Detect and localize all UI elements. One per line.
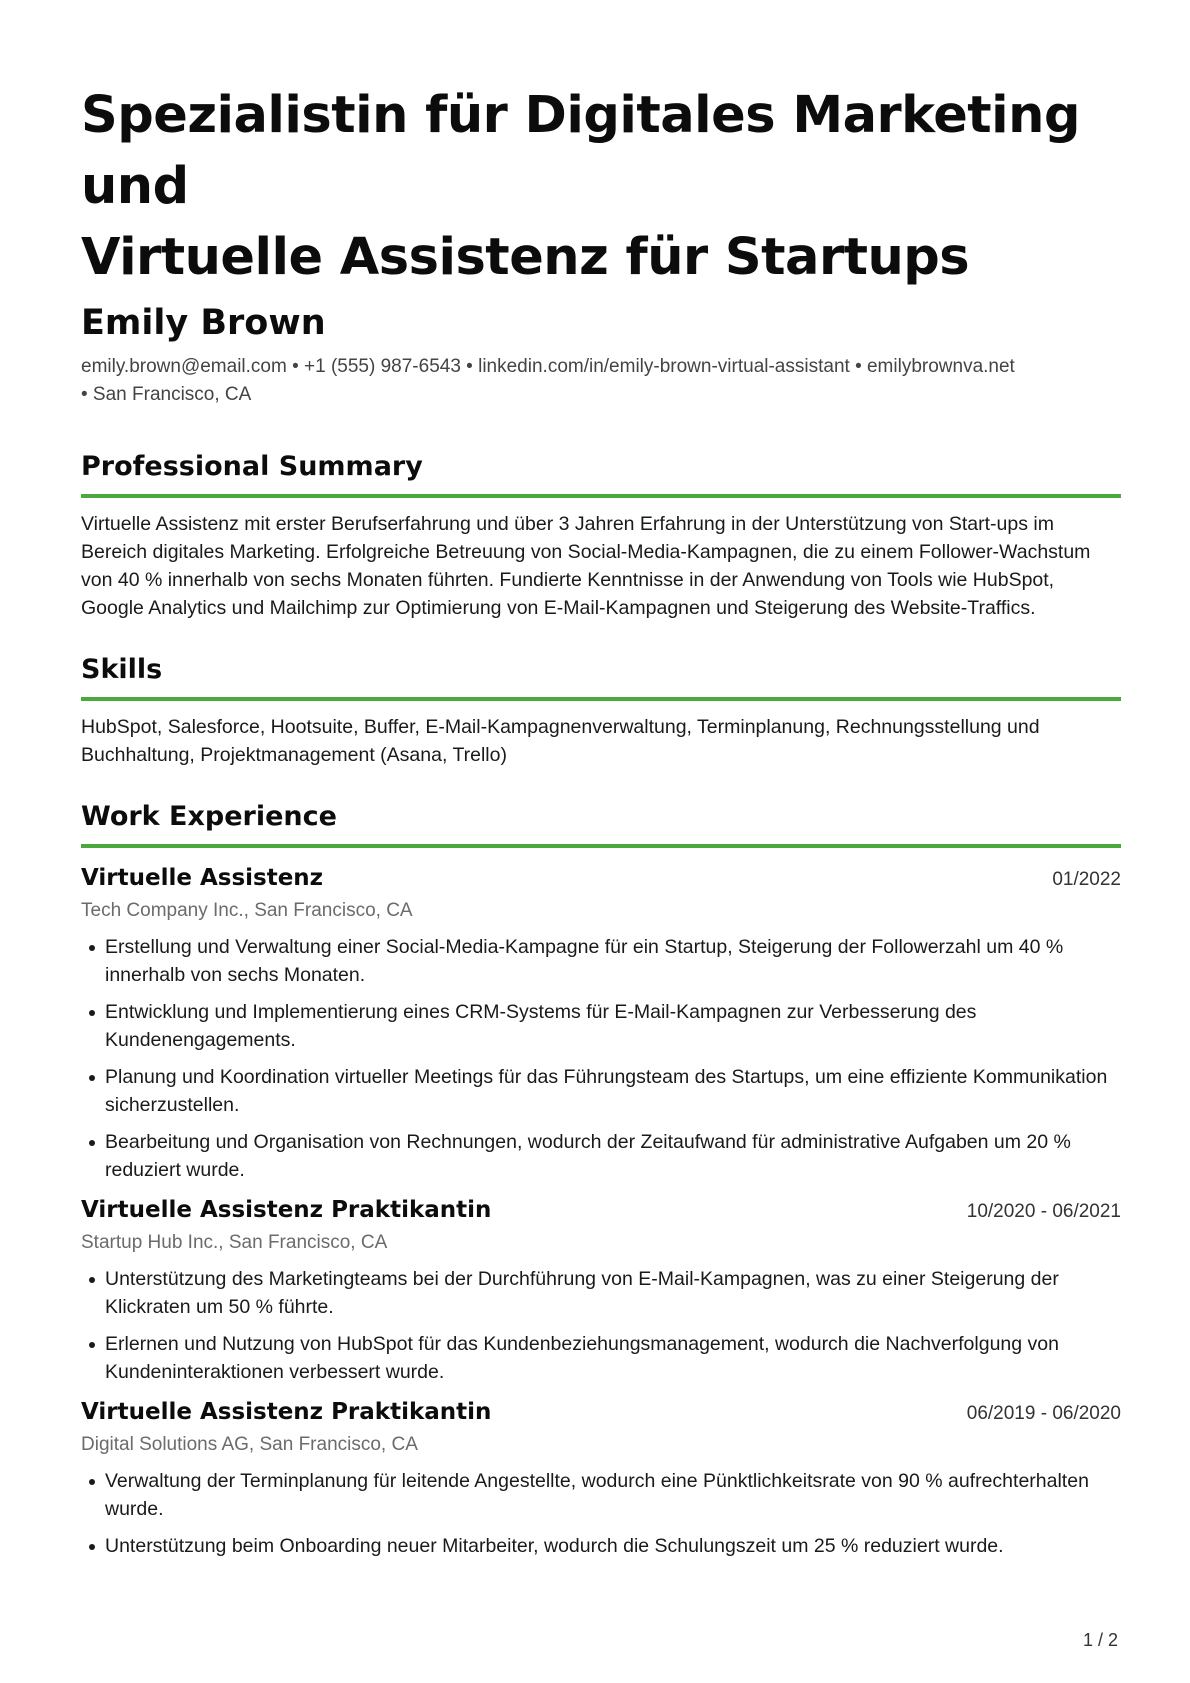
bullet-text: Planung und Koordination virtueller Meetings für das Führungsteam des Startups, um eine effiziente Kommunikation sicherzustellen. — [105, 1066, 1108, 1116]
experience-heading: Work Experience — [81, 799, 1121, 848]
job-header — [81, 1194, 1121, 1226]
document-title — [81, 80, 1121, 293]
job-entry — [81, 1194, 1121, 1386]
job-date: 10/2020 - 06/2021 — [966, 1201, 1121, 1222]
job-date: 06/2019 - 06/2020 — [966, 1403, 1121, 1424]
summary-section — [81, 449, 1121, 622]
resume-page — [81, 80, 1121, 1569]
skills-text: HubSpot, Salesforce, Hootsuite, Buffer, E-Mail-Kampagnenverwaltung, Terminplanung, Rechnungsstellung und Buchhaltung, Projektmanagement (Asana, Trello) — [81, 716, 1040, 766]
bullet-dot-icon — [89, 1479, 95, 1485]
job-date: 01/2022 — [1052, 869, 1121, 890]
bullet-text: Entwicklung und Implementierung eines CRM-Systems für E-Mail-Kampagnen zur Verbesserung des Kundenengagements. — [105, 1001, 977, 1051]
bullet-dot-icon — [89, 1010, 95, 1016]
job-bullet — [81, 1330, 1121, 1386]
bullet-dot-icon — [89, 1075, 95, 1081]
page-number: 1 / 2 — [1082, 1630, 1118, 1650]
title-line-1: Spezialistin für Digitales Marketing und — [81, 86, 1080, 216]
job-bullet — [81, 1467, 1121, 1523]
title-line-2: Virtuelle Assistenz für Startups — [81, 228, 970, 287]
bullet-text: Unterstützung des Marketingteams bei der Durchführung von E-Mail-Kampagnen, was zu einer Steigerung der Klickraten um 50 % führte. — [105, 1268, 1059, 1318]
job-header — [81, 1396, 1121, 1428]
job-title: Virtuelle Assistenz Praktikantin — [81, 1197, 492, 1223]
candidate-name: Emily Brown — [81, 303, 326, 343]
bullet-text: Unterstützung beim Onboarding neuer Mitarbeiter, wodurch die Schulungszeit um 25 % reduziert wurde. — [105, 1535, 1004, 1557]
contact-line-2: • San Francisco, CA — [81, 384, 252, 405]
bullet-text: Erstellung und Verwaltung einer Social-Media-Kampagne für ein Startup, Steigerung der Followerzahl um 40 % innerhalb von sechs Monaten. — [105, 936, 1064, 986]
job-company: Startup Hub Inc., San Francisco, CA — [81, 1232, 388, 1253]
skills-section — [81, 652, 1121, 769]
experience-section — [81, 799, 1121, 1560]
skills-heading: Skills — [81, 652, 1121, 701]
bullet-text: Erlernen und Nutzung von HubSpot für das Kundenbeziehungsmanagement, wodurch die Nachverfolgung von Kundeninteraktionen verbessert wurde. — [105, 1333, 1059, 1383]
bullet-text: Verwaltung der Terminplanung für leitende Angestellte, wodurch eine Pünktlichkeitsrate von 90 % aufrechterhalten wurde. — [105, 1470, 1089, 1520]
job-bullet — [81, 1532, 1121, 1560]
summary-heading: Professional Summary — [81, 449, 1121, 498]
contact-line-1: emily.brown@email.com • +1 (555) 987-6543 • linkedin.com/in/emily-brown-virtual-assistant • emilybrownva.net — [81, 356, 1015, 377]
job-entry — [81, 862, 1121, 1184]
job-bullet-list — [81, 1265, 1121, 1386]
job-bullet-list — [81, 933, 1121, 1184]
job-title: Virtuelle Assistenz — [81, 865, 324, 891]
job-bullet — [81, 998, 1121, 1054]
summary-text: Virtuelle Assistenz mit erster Berufserfahrung und über 3 Jahren Erfahrung in der Unterstützung von Start-ups im Bereich digitales Marketing. Erfolgreiche Betreuung von Social-Media-Kampagnen, die zu einem Follower-Wachstum von 40 % innerhalb von sechs Monaten führten. Fundierte Kenntnisse in der Anwendung von Tools wie HubSpot, Google Analytics und Mailchimp zur Optimierung von E-Mail-Kampagnen und Steigerung des Website-Traffics. — [81, 513, 1091, 619]
contact-info — [81, 353, 1121, 409]
bullet-dot-icon — [89, 1544, 95, 1550]
job-entry — [81, 1396, 1121, 1560]
job-bullet — [81, 1063, 1121, 1119]
job-company: Digital Solutions AG, San Francisco, CA — [81, 1434, 418, 1455]
bullet-text: Bearbeitung und Organisation von Rechnungen, wodurch der Zeitaufwand für administrative Aufgaben um 20 % reduziert wurde. — [105, 1131, 1071, 1181]
job-bullet — [81, 1128, 1121, 1184]
job-bullet-list — [81, 1467, 1121, 1560]
bullet-dot-icon — [89, 1342, 95, 1348]
job-company: Tech Company Inc., San Francisco, CA — [81, 900, 413, 921]
job-bullet — [81, 933, 1121, 989]
bullet-dot-icon — [89, 945, 95, 951]
job-header — [81, 862, 1121, 894]
job-title: Virtuelle Assistenz Praktikantin — [81, 1399, 492, 1425]
bullet-dot-icon — [89, 1277, 95, 1283]
bullet-dot-icon — [89, 1140, 95, 1146]
job-bullet — [81, 1265, 1121, 1321]
